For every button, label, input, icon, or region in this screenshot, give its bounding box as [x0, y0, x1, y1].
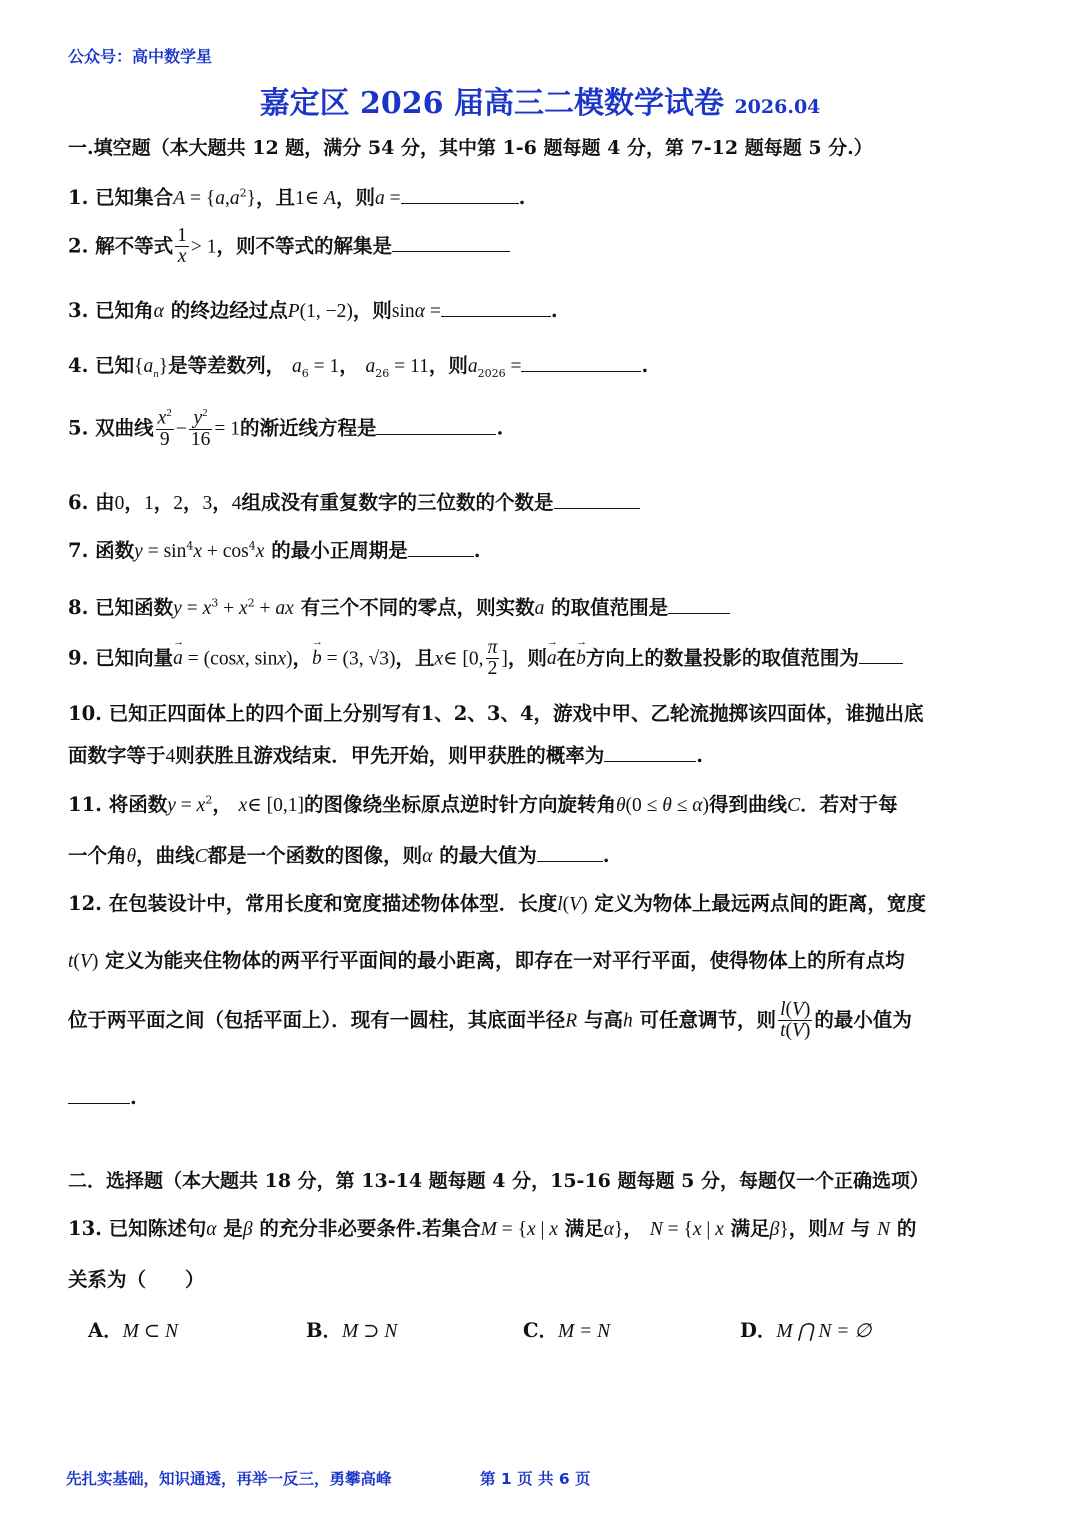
- title-main: 嘉定区 2026 届高三二模数学试卷: [259, 86, 724, 121]
- question-12: 12. 在包装设计中，常用长度和宽度描述物体体型．长度l(V) 定义为物体上最远两点间的距离，宽度: [68, 892, 926, 915]
- question-12-line4: .: [68, 1083, 137, 1109]
- question-3: 3. 已知角α 的终边经过点P(1, −2)，则sinα = .: [68, 295, 558, 323]
- option-d[interactable]: D．M ⋂ N = ∅: [740, 1319, 872, 1342]
- question-10: 10. 已知正四面体上的四个面上分别写有1、2、3、4，游戏中甲、乙轮流抛掷该四面体，谁抛出底: [68, 702, 924, 725]
- option-a[interactable]: A．M ⊂ N: [88, 1319, 178, 1342]
- section1-heading: 一.填空题（本大题共 12 题，满分 54 分，其中第 1-6 题每题 4 分，第 7-12 题每题 5 分.）: [68, 137, 873, 159]
- footer-page-number: 第 1 页 共 6 页: [480, 1470, 591, 1488]
- title-date: 2026.04: [734, 96, 821, 118]
- footer-slogan: 先扎实基础，知识通透，再举一反三，勇攀高峰: [66, 1470, 392, 1488]
- question-12-line3: 位于两平面之间（包括平面上）．现有一圆柱，其底面半径R 与高h 可任意调节，则 $\frac{l(V)}{t(V)}$ 的最小值为: [68, 999, 912, 1042]
- question-6: 6. 由0，1，2，3，4组成没有重复数字的三位数的个数是: [68, 487, 640, 515]
- question-9: 9. 已知向量→ a = (cosx, sinx)，→ b = (3, √3)，且x∈ [0, $\frac{\pi}{2}$ ]，则→ a在→ b方向上的数量投影的取值范围为: [68, 638, 903, 680]
- question-10-line2: 面数字等于4则获胜且游戏结束．甲先开始，则甲获胜的概率为 .: [68, 740, 703, 768]
- question-1: 1. 已知集合$A = \{a,a^2\}$，且1∈ A，则a = .: [68, 182, 525, 210]
- question-13-line2: 关系为（ ）: [68, 1268, 205, 1291]
- question-11-line2: 一个角θ，曲线C都是一个函数的图像，则α 的最大值为 .: [68, 840, 610, 868]
- question-5: 5. 双曲线 $\frac{x^2}{9}$ − $\frac{y^2}{16}$ = 1的渐近线方程是 .: [68, 407, 504, 450]
- question-8: 8. 已知函数$y = x^3 + x^2$ + ax 有三个不同的零点，则实数a 的取值范围是: [68, 592, 730, 620]
- option-c[interactable]: C．M = N: [523, 1319, 611, 1342]
- page-title: [0, 78, 1080, 122]
- question-12-line2: t(V) 定义为能夹住物体的两平行平面间的最小距离，即存在一对平行平面，使得物体上的所有点均: [68, 949, 905, 972]
- question-11: 11. 将函数$y = x^2$， x∈ [0,1]的图像绕坐标原点逆时针方向旋转角θ(0 ≤ θ ≤ α)得到曲线C．若对于每: [68, 793, 898, 816]
- question-2: 2. 解不等式 $\frac{1}{x}$ > 1，则不等式的解集是: [68, 226, 510, 268]
- header-note: 公众号：高中数学星: [68, 47, 213, 66]
- question-13: 13. 已知陈述句α 是β 的充分非必要条件.若集合M = {x | x 满足α}， N = {x | x 满足β}，则M 与 N 的: [68, 1217, 917, 1240]
- section2-heading: 二．选择题（本大题共 18 分，第 13-14 题每题 4 分，15-16 题每题 5 分，每题仅一个正确选项）: [68, 1170, 929, 1192]
- option-b[interactable]: B．M ⊃ N: [306, 1319, 398, 1342]
- question-4: 4. 已知$\{a_n\}$是等差数列， $a_6 = 1$， $a_{26} = 11$，则$a_{2026}$ = .: [68, 350, 648, 380]
- question-7: 7. 函数$y = \sin^4x + \cos^4x$ 的最小正周期是 .: [68, 535, 481, 563]
